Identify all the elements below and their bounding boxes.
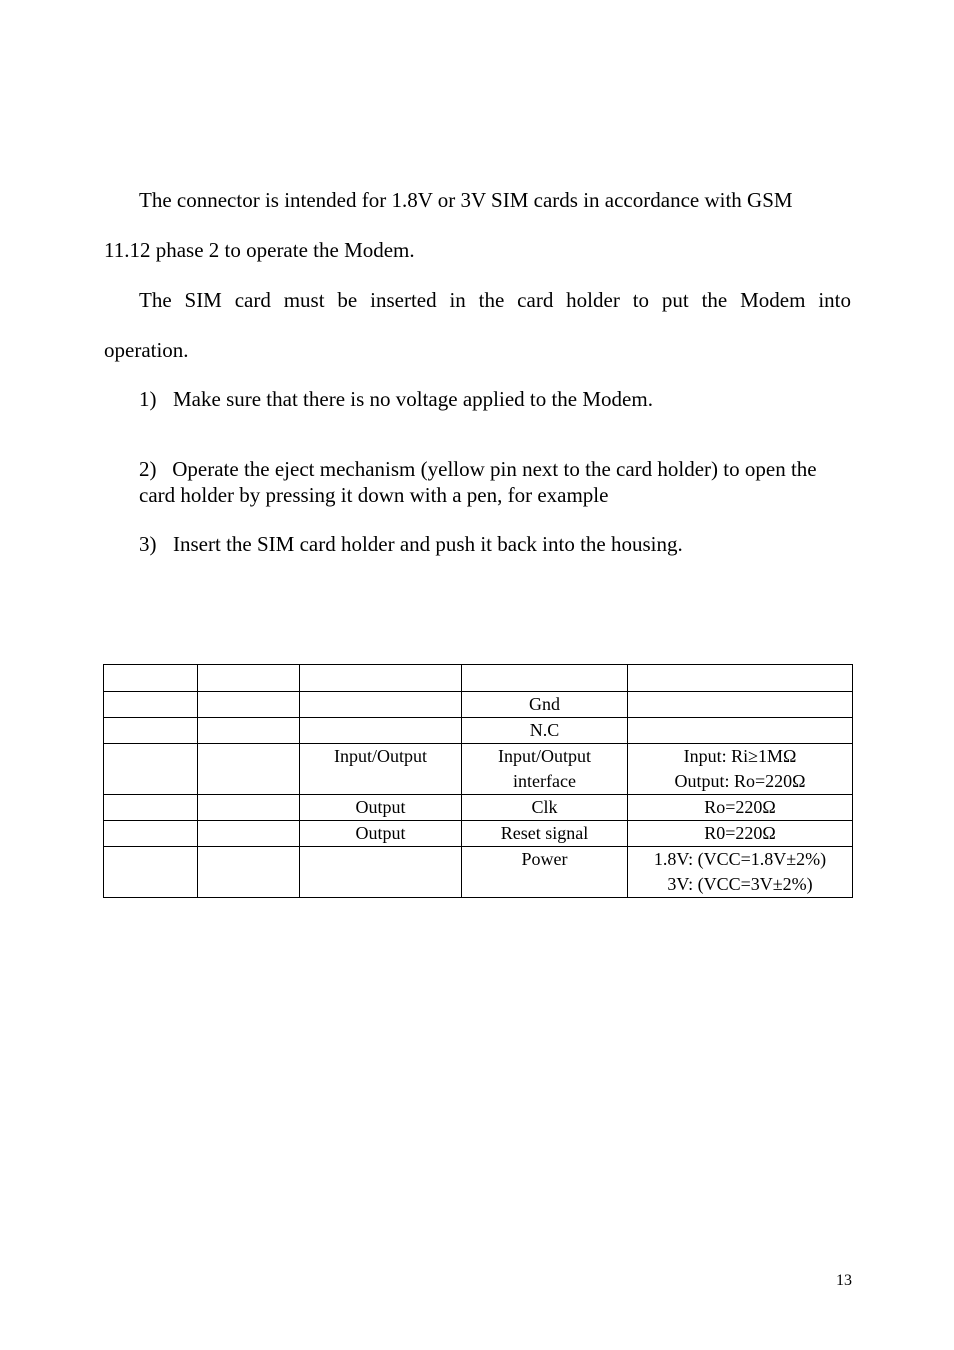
table-cell [104, 718, 198, 744]
table-cell [104, 821, 198, 847]
table-cell: Power [462, 847, 628, 898]
paragraph-connector-line2: 11.12 phase 2 to operate the Modem. [104, 238, 415, 262]
table-cell [198, 821, 300, 847]
table-cell: Output [300, 821, 462, 847]
table-cell [628, 692, 853, 718]
cell-line: 1.8V: (VCC=1.8V±2%) [653, 849, 827, 869]
table-row [104, 718, 853, 744]
table-cell [628, 847, 853, 898]
table-cell [104, 795, 198, 821]
step-1 [139, 386, 851, 412]
step-number: 3) [139, 532, 157, 556]
table-cell: Input/Output interface [462, 744, 628, 795]
table-cell [628, 744, 853, 795]
table-row [104, 744, 853, 795]
table-cell: Ro=220Ω [628, 795, 853, 821]
table-cell [104, 847, 198, 898]
step-text: Insert the SIM card holder and push it back into the housing. [173, 532, 683, 556]
table-cell [462, 665, 628, 692]
page-number: 13 [836, 1272, 852, 1289]
table-cell [300, 692, 462, 718]
table-row [104, 821, 853, 847]
sim-pin-table [103, 664, 853, 898]
step-2 [139, 456, 853, 508]
table-cell [104, 744, 198, 795]
table-cell [198, 795, 300, 821]
table-cell: N.C [462, 718, 628, 744]
table-row [104, 795, 853, 821]
table-cell [198, 847, 300, 898]
cell-line: Output: Ro=220Ω [674, 771, 806, 791]
table-cell [300, 847, 462, 898]
table-cell [198, 744, 300, 795]
table-row [104, 847, 853, 898]
cell-line: 3V: (VCC=3V±2%) [667, 874, 813, 894]
paragraph-connector-line1: The connector is intended for 1.8V or 3V SIM cards in accordance with GSM [139, 188, 793, 212]
table-cell [104, 692, 198, 718]
step-3 [139, 531, 851, 557]
step-number: 2) [139, 457, 157, 481]
table-cell: Clk [462, 795, 628, 821]
table-cell [198, 665, 300, 692]
table-cell: Gnd [462, 692, 628, 718]
table-row [104, 665, 853, 692]
table-cell: Input/Output [300, 744, 462, 795]
table-cell [628, 665, 853, 692]
step-number: 1) [139, 387, 157, 411]
step-text: Operate the eject mechanism (yellow pin next to the card holder) to open the card holder by pressing it down with a pen, for example [139, 457, 817, 507]
table-cell [628, 718, 853, 744]
table-cell: Output [300, 795, 462, 821]
table-row [104, 692, 853, 718]
paragraph-sim-line1: The SIM card must be inserted in the card holder to put the Modem into [139, 288, 851, 312]
paragraph-sim-line2: operation. [104, 338, 189, 362]
step-text: Make sure that there is no voltage applied to the Modem. [173, 387, 653, 411]
cell-line: Input: Ri≥1MΩ [683, 746, 797, 766]
table-cell [300, 718, 462, 744]
table-cell [104, 665, 198, 692]
table-cell: R0=220Ω [628, 821, 853, 847]
table-cell: Reset signal [462, 821, 628, 847]
table-cell [198, 718, 300, 744]
table-cell [198, 692, 300, 718]
table-cell [300, 665, 462, 692]
